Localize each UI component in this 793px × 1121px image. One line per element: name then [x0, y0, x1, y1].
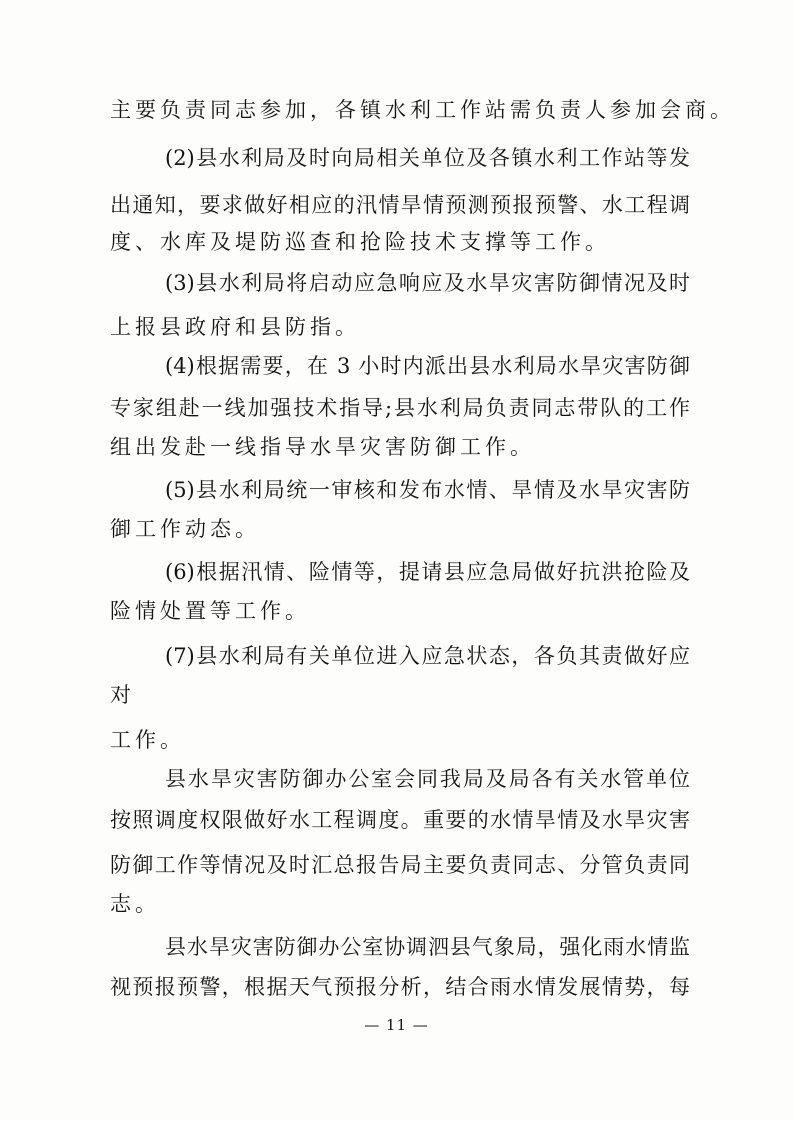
text-line-1: 主要负责同志参加，各镇水利工作站需负责人参加会商。 — [110, 98, 735, 122]
text-line-16: 工作。 — [110, 728, 185, 752]
text-line-3: 出通知，要求做好相应的汛情旱情预测预报预警、水工程调 — [110, 193, 690, 217]
text-line-2: (2)县水利局及时向局相关单位及各镇水利工作站等发 — [165, 146, 690, 170]
text-line-20: 志。 — [110, 892, 160, 916]
text-line-13: 险情处置等工作。 — [110, 599, 310, 623]
text-line-18: 按照调度权限做好水工程调度。重要的水情旱情及水旱灾害 — [110, 808, 690, 832]
text-line-7: (4)根据需要，在 3 小时内派出县水利局水旱灾害防御 — [165, 354, 690, 378]
text-line-5: (3)县水利局将启动应急响应及水旱灾害防御情况及时 — [165, 271, 690, 295]
text-line-4: 度、水库及堤防巡查和抢险技术支撑等工作。 — [110, 230, 610, 254]
text-line-22: 视预报预警，根据天气预报分析，结合雨水情发展情势，每 — [110, 975, 690, 999]
text-line-12: (6)根据汛情、险情等，提请县应急局做好抗洪抢险及 — [165, 560, 690, 584]
text-line-6: 上报县政府和县防指。 — [110, 315, 360, 339]
text-line-19: 防御工作等情况及时汇总报告局主要负责同志、分管负责同 — [110, 853, 690, 877]
text-line-15: 对 — [110, 683, 135, 707]
text-line-17: 县水旱灾害防御办公室会同我局及局各有关水管单位 — [165, 767, 690, 791]
text-line-11: 御工作动态。 — [110, 517, 260, 541]
text-line-8: 专家组赴一线加强技术指导;县水利局负责同志带队的工作 — [110, 396, 690, 420]
text-line-14: (7)县水利局有关单位进入应急状态，各负其责做好应 — [165, 644, 690, 668]
page-number: — 11 — — [364, 1016, 429, 1034]
text-line-9: 组出发赴一线指导水旱灾害防御工作。 — [110, 435, 535, 459]
text-line-10: (5)县水利局统一审核和发布水情、旱情及水旱灾害防 — [165, 478, 690, 502]
text-line-21: 县水旱灾害防御办公室协调泗县气象局，强化雨水情监 — [165, 935, 690, 959]
